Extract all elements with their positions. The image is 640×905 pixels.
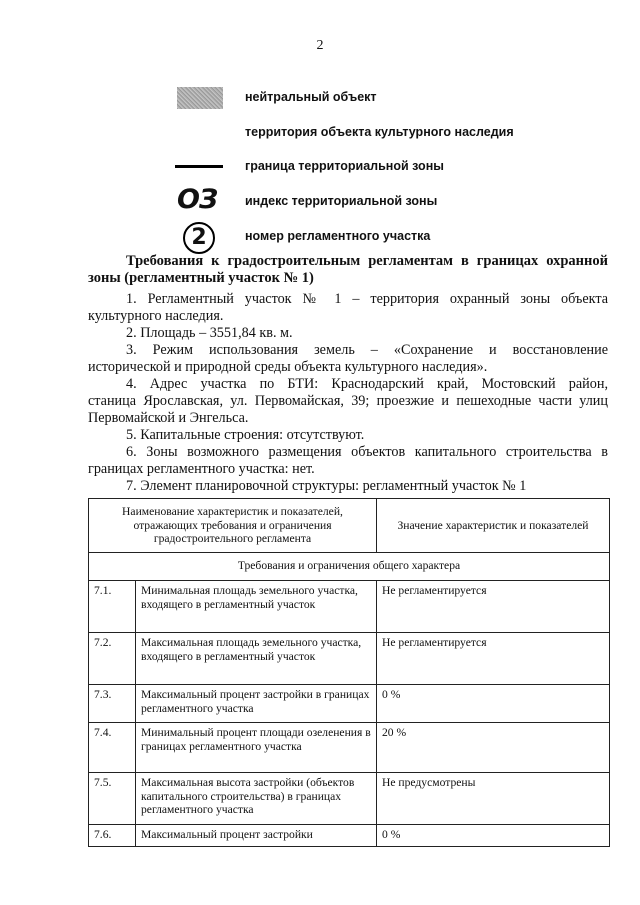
- heading-line-1: Требования к градостроительным регламентам в границах охранной: [126, 253, 608, 269]
- table-subheader-row: [89, 552, 610, 581]
- legend-label: номер регламентного участка: [245, 229, 431, 243]
- row-value: 0 %: [377, 825, 610, 847]
- paragraph-line: 3. Режим использования земель – «Сохранение и восстановление: [126, 342, 608, 358]
- paragraph-continuation: станица Ярославская, ул. Первомайская, 39; проезжие и пешеходные части улиц Первомайской и Энгельса.: [88, 393, 608, 426]
- paragraph-line: 6. Зоны возможного размещения объектов капитального строительства в: [126, 444, 608, 460]
- neutral-object-swatch-icon: [175, 83, 227, 113]
- paragraph-continuation: исторической и природной среды объекта культурного наследия».: [88, 359, 488, 375]
- row-name: Максимальный процент застройки: [136, 825, 377, 847]
- paragraph-line: 7. Элемент планировочной структуры: регламентный участок № 1: [126, 478, 527, 494]
- legend-label: нейтральный объект: [245, 90, 377, 104]
- table-row: [89, 773, 610, 825]
- heading-line-2: зоны (регламентный участок № 1): [88, 270, 314, 286]
- zone-index-symbol-icon: [175, 184, 227, 217]
- paragraph-1: [88, 291, 608, 325]
- row-number: 7.6.: [89, 825, 136, 847]
- regulations-table: [88, 498, 610, 847]
- zone-boundary-line-icon: [175, 152, 227, 182]
- table-row: [89, 723, 610, 773]
- row-name: Максимальный процент застройки в границах регламентного участка: [136, 685, 377, 723]
- row-name: Максимальная площадь земельного участка, входящего в регламентный участок: [136, 633, 377, 685]
- row-name: Минимальная площадь земельного участка, входящего в регламентный участок: [136, 581, 377, 633]
- table-subheader: Требования и ограничения общего характера: [89, 552, 610, 581]
- row-number: 7.1.: [89, 581, 136, 633]
- paragraph-3: [88, 342, 608, 376]
- table-row: [89, 581, 610, 633]
- legend-item-zone-boundary: [175, 152, 555, 182]
- row-value: 0 %: [377, 685, 610, 723]
- paragraph-4: [88, 376, 608, 427]
- page-number: 2: [316, 38, 324, 53]
- table-row: [89, 685, 610, 723]
- legend-item-neutral-object: [175, 83, 555, 113]
- paragraph-line: 5. Капитальные строения: отсутствуют.: [126, 427, 365, 443]
- row-value: 20 %: [377, 723, 610, 773]
- row-value: Не регламентируется: [377, 581, 610, 633]
- paragraph-line: 2. Площадь – 3551,84 кв. м.: [126, 325, 293, 341]
- row-number: 7.3.: [89, 685, 136, 723]
- section-heading: [88, 253, 608, 287]
- row-number: 7.5.: [89, 773, 136, 825]
- row-number: 7.2.: [89, 633, 136, 685]
- paragraph-continuation: границах регламентного участка: нет.: [88, 461, 315, 477]
- legend-item-zone-index: [175, 184, 555, 217]
- table-header-values: Значение характеристик и показателей: [377, 499, 610, 553]
- legend-label: граница территориальной зоны: [245, 159, 444, 173]
- paragraph-5: [88, 427, 608, 444]
- paragraph-continuation: культурного наследия.: [88, 308, 224, 324]
- table-header-row: [89, 499, 610, 553]
- plot-number-symbol: 2: [183, 222, 215, 254]
- row-number: 7.4.: [89, 723, 136, 773]
- legend-item-heritage-territory: [175, 118, 555, 148]
- paragraph-line: 1. Регламентный участок № 1 – территория охранный зоны объекта: [126, 291, 608, 307]
- legend-label: территория объекта культурного наследия: [245, 125, 514, 139]
- paragraph-line: 4. Адрес участка по БТИ: Краснодарский край, Мостовский район,: [126, 376, 608, 392]
- paragraph-2: [88, 325, 608, 342]
- table-header-characteristics: Наименование характеристик и показателей, отражающих требования и ограничения градостроительного регламента: [89, 499, 377, 553]
- paragraph-7: [88, 478, 608, 495]
- row-value: Не предусмотрены: [377, 773, 610, 825]
- row-name: Минимальный процент площади озеленения в границах регламентного участка: [136, 723, 377, 773]
- table-row: [89, 633, 610, 685]
- row-name: Максимальная высота застройки (объектов капитального строительства) в границах регламентного участка: [136, 773, 377, 825]
- row-value: Не регламентируется: [377, 633, 610, 685]
- plot-number-circle-icon: [175, 222, 227, 252]
- paragraph-6: [88, 444, 608, 478]
- legend-item-plot-number: [175, 222, 555, 252]
- table-row: [89, 825, 610, 847]
- legend-label: индекс территориальной зоны: [245, 194, 438, 208]
- zone-index-symbol: ОЗ: [177, 184, 218, 215]
